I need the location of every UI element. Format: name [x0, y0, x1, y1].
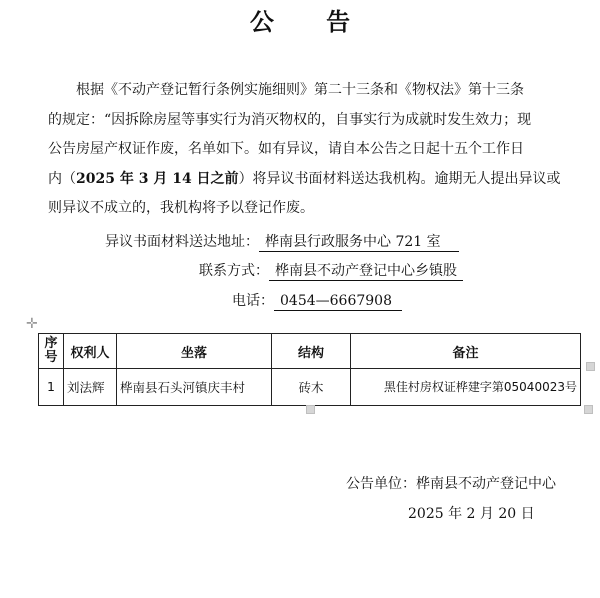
- contact-label: 联系方式：: [199, 263, 269, 279]
- objection-address-value: 桦南县行政服务中心 721 室: [259, 234, 459, 252]
- contact-info: [199, 260, 463, 281]
- header-owner: 权利人: [64, 334, 117, 369]
- notice-body: [48, 76, 582, 224]
- property-table: [38, 333, 581, 406]
- phone-label: 电话：: [232, 293, 274, 309]
- body-line-4: [48, 165, 582, 195]
- cell-note: 黑佳村房权证桦建字第05040023号: [351, 369, 581, 406]
- objection-address-label: 异议书面材料送达地址：: [105, 234, 259, 250]
- objection-address: [105, 231, 459, 252]
- header-note: 备注: [351, 334, 581, 369]
- notice-unit: 公告单位：桦南县不动产登记中心: [346, 476, 556, 492]
- deadline-date: 2025 年 3 月 14 日之前: [76, 170, 239, 187]
- table-row: [39, 369, 581, 406]
- add-row-handle-icon[interactable]: [306, 405, 315, 414]
- header-no: 序号: [39, 334, 64, 369]
- cell-structure: 砖木: [272, 369, 351, 406]
- cell-no: 1: [39, 369, 64, 406]
- body-line-5: 则异议不成立的，我机构将予以登记作废。: [48, 200, 314, 216]
- table-move-handle-icon[interactable]: ✛: [26, 316, 38, 332]
- table-resize-handle-icon[interactable]: [584, 405, 593, 414]
- body-line-4-suffix: ）将异议书面材料送达我机构。逾期无人提出异议或: [238, 170, 561, 187]
- body-line-3: 公告房屋产权证作废，名单如下。如有异议，请自本公告之日起十五个工作日: [48, 141, 524, 157]
- cell-owner: 刘法辉: [64, 369, 117, 406]
- body-line-2: 的规定：“因拆除房屋等事实行为消灭物权的，自事实行为成就时发生效力；现: [48, 111, 532, 128]
- contact-value: 桦南县不动产登记中心乡镇股: [269, 263, 463, 281]
- notice-title: 公 告: [249, 8, 373, 36]
- phone-value: 0454—6667908: [274, 293, 402, 311]
- header-location: 坐落: [117, 334, 272, 369]
- phone-info: [232, 290, 402, 311]
- cell-location: 桦南县石头河镇庆丰村: [117, 369, 272, 406]
- body-line-4-prefix: 内（: [48, 170, 76, 187]
- body-line-1: 根据《不动产登记暂行条例实施细则》第二十三条和《物权法》第十三条: [76, 82, 524, 98]
- add-column-handle-icon[interactable]: [586, 362, 595, 371]
- notice-date: 2025 年 2 月 20 日: [408, 506, 535, 522]
- header-structure: 结构: [272, 334, 351, 369]
- table-header-row: [39, 334, 581, 369]
